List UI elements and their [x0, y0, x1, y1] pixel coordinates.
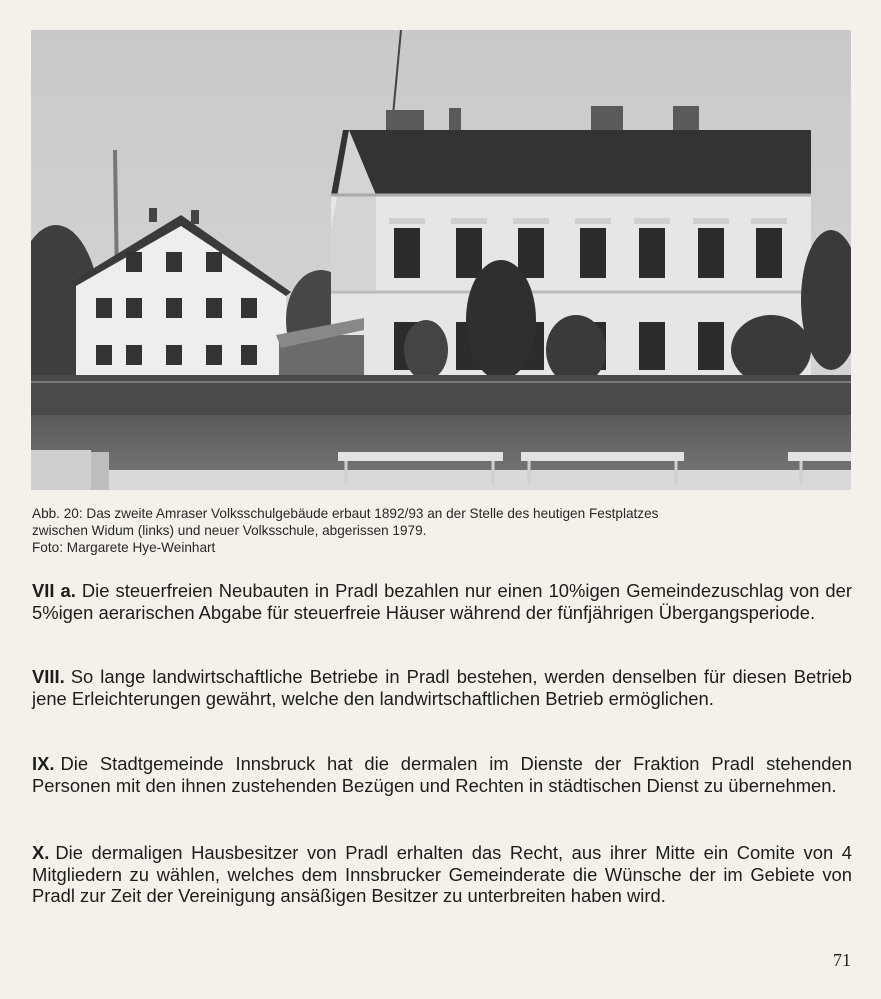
paragraph-viia [32, 580, 852, 623]
caption-line: Abb. 20: Das zweite Amraser Volksschulgebäude erbaut 1892/93 an der Stelle des heutigen Festplatzes [32, 506, 659, 521]
paragraph-text: Die steuerfreien Neubauten in Pradl bezahlen nur einen 10%igen Gemeindezuschlag von der 5%igen aerarischen Abgabe für steuerfreie Häuser während der fünfjährigen Übergangsperiode. [32, 580, 852, 623]
paragraph-text: Die Stadtgemeinde Innsbruck hat die dermalen im Dienste der Fraktion Pradl stehenden Personen mit den ihnen zustehenden Bezügen und Rechten in städtischen Dienst zu übernehmen. [32, 753, 852, 796]
figure-caption [32, 505, 852, 556]
photo-credit: Foto: Margarete Hye-Weinhart [32, 540, 216, 555]
caption-line: zwischen Widum (links) und neuer Volksschule, abgerissen 1979. [32, 523, 427, 538]
paragraph-viii [32, 666, 852, 709]
paragraph-x [32, 842, 852, 907]
paragraph-text: Die dermaligen Hausbesitzer von Pradl erhalten das Recht, aus ihrer Mitte ein Comite von 4 Mitgliedern zu wählen, welches dem Innsbrucker Gemeinderate die Wünsche der im Gebiete von Pradl zur Zeit der Vereinigung ansäßigen Besitzer zu unterbreiten haben wird. [32, 842, 852, 906]
page-number: 71 [833, 950, 851, 970]
paragraph-number: VIII. [32, 666, 65, 687]
paragraph-number: IX. [32, 753, 55, 774]
paragraph-number: VII a. [32, 580, 76, 601]
historic-school-photo [31, 30, 851, 490]
paragraph-number: X. [32, 842, 50, 863]
paragraph-ix [32, 753, 852, 796]
paragraph-text: So lange landwirtschaftliche Betriebe in Pradl bestehen, werden denselben für diesen Betrieb jene Erleichterungen gewährt, welche den landwirtschaftlichen Betrieb ermöglichen. [32, 666, 852, 709]
